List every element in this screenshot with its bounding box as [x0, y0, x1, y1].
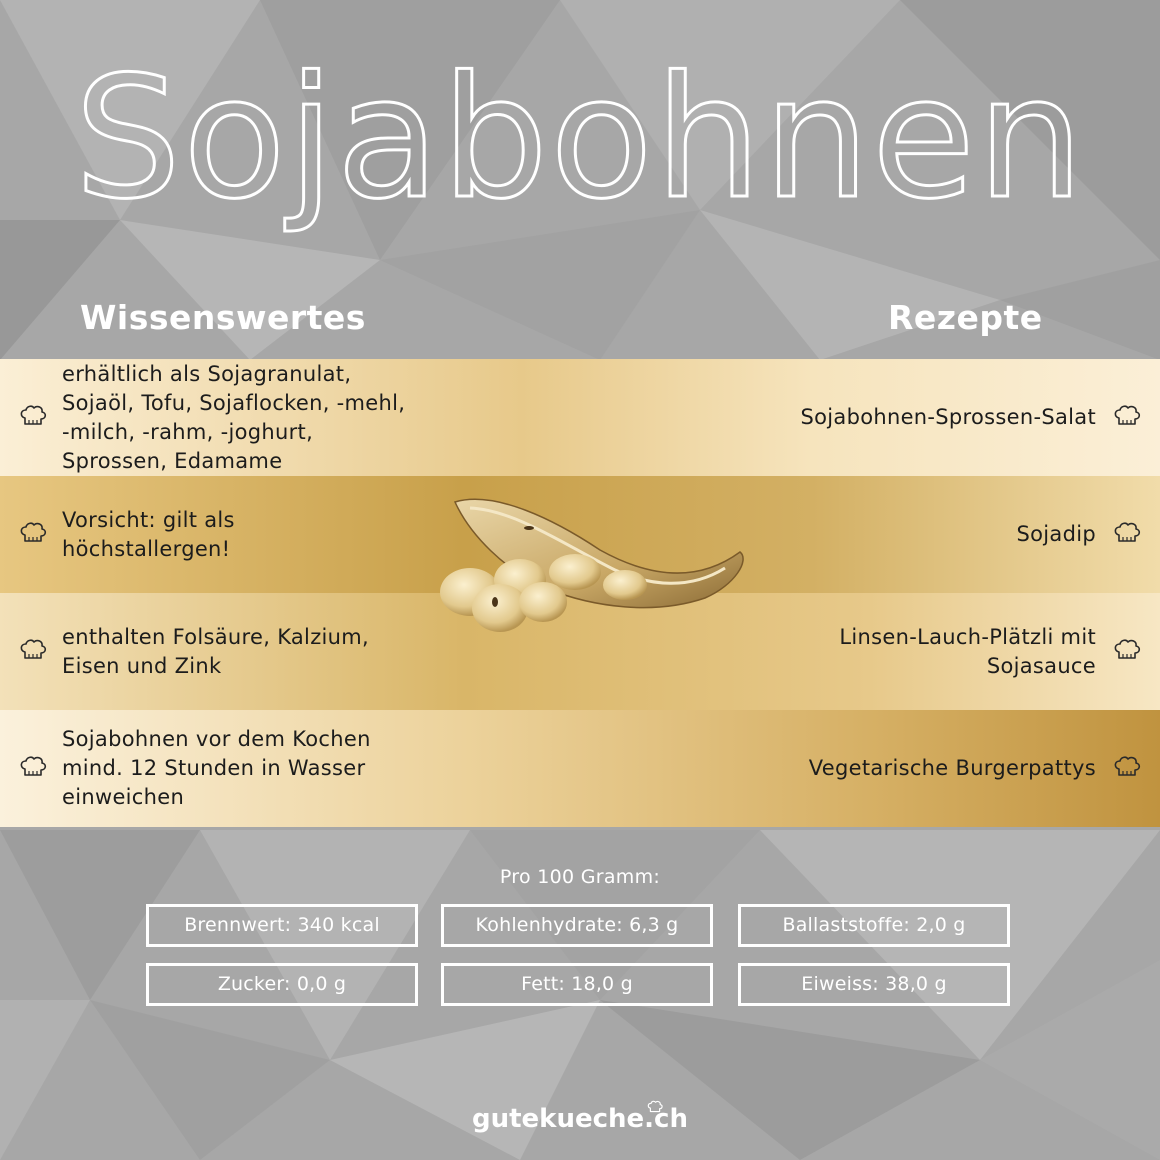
heading-rezepte: Rezepte: [888, 298, 1043, 337]
fact-text: Sojabohnen vor dem Kochen mind. 12 Stunden in Wasser einweichen: [62, 727, 371, 809]
chef-hat-icon: [18, 404, 48, 430]
recipe-link[interactable]: Vegetarische Burgerpattys: [808, 756, 1096, 780]
nutrition-item-ballaststoffe: Ballaststoffe: 2,0 g: [738, 904, 1010, 947]
chef-hat-icon: [1112, 404, 1142, 430]
nutrition-item-brennwert: Brennwert: 340 kcal: [146, 904, 418, 947]
page-title: Sojabohnen: [74, 40, 1086, 236]
recipe-link[interactable]: Sojabohnen-Sprossen-Salat: [800, 405, 1096, 429]
nutrition-item-kohlenhydrate: Kohlenhydrate: 6,3 g: [441, 904, 713, 947]
chef-hat-icon: [1112, 521, 1142, 547]
info-row: [0, 710, 1160, 827]
nutrition-item-zucker: Zucker: 0,0 g: [146, 963, 418, 1006]
brand-logo-text[interactable]: gutekueche.ch: [472, 1104, 688, 1134]
chef-hat-icon: [646, 1100, 664, 1115]
fact-text: enthalten Folsäure, Kalzium, Eisen und Zink: [62, 624, 369, 678]
fact-text: Vorsicht: gilt als höchstallergen!: [62, 507, 235, 561]
chef-hat-icon: [18, 755, 48, 781]
chef-hat-icon: [18, 638, 48, 664]
fact-text: erhältlich als Sojagranulat, Sojaöl, Tofu, Sojaflocken, -mehl, -milch, -rahm, -joghurt, Sprossen, Edamame: [62, 361, 406, 473]
info-row: [0, 359, 1160, 476]
chef-hat-icon: [1112, 638, 1142, 664]
chef-hat-icon: [1112, 755, 1142, 781]
nutrition-heading: Pro 100 Gramm:: [499, 866, 661, 888]
nutrition-item-eiweiss: Eiweiss: 38,0 g: [738, 963, 1010, 1006]
recipe-link[interactable]: Sojadip: [1016, 522, 1096, 546]
soybean-pod-image: [425, 490, 760, 640]
chef-hat-icon: [18, 521, 48, 547]
nutrition-item-fett: Fett: 18,0 g: [441, 963, 713, 1006]
recipe-link[interactable]: Linsen-Lauch-Plätzli mit Sojasauce: [839, 624, 1096, 678]
heading-wissenswertes: Wissenswertes: [80, 298, 366, 337]
